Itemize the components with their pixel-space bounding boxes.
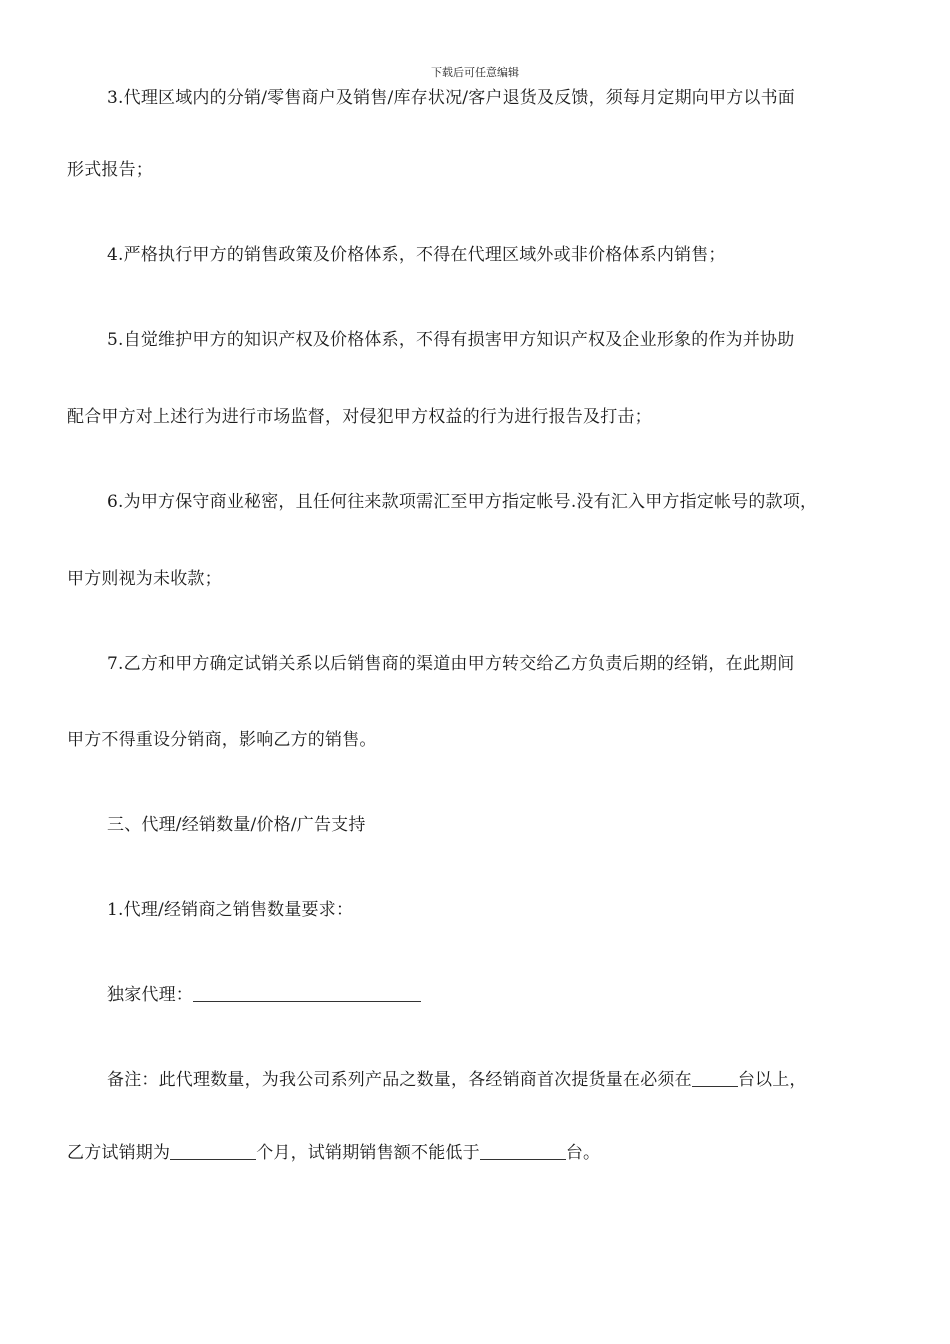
item-1-quantity-requirement: 1.代理/经销商之销售数量要求：	[107, 900, 354, 920]
clause-7-line-2: 甲方不得重设分销商，影响乙方的销售。	[67, 730, 377, 750]
exclusive-agent-line	[107, 983, 897, 1007]
clause-5-line-2: 配合甲方对上述行为进行市场监督，对侵犯甲方权益的行为进行报告及打击；	[67, 407, 652, 427]
trial-sales-label: 个月，试销期销售额不能低于	[256, 1143, 480, 1163]
trial-sales-unit: 台。	[565, 1143, 601, 1163]
remark-text-a: 备注：此代理数量，为我公司系列产品之数量，各经销商首次提货量在必须在	[107, 1070, 692, 1090]
trial-sales-min-blank[interactable]	[480, 1142, 566, 1160]
clause-4: 4.严格执行甲方的销售政策及价格体系，不得在代理区域外或非价格体系内销售；	[107, 245, 726, 265]
clause-6-line-1: 6.为甲方保守商业秘密，且任何往来款项需汇至甲方指定帐号.没有汇入甲方指定帐号的款项，	[107, 492, 818, 512]
clause-5-line-1: 5.自觉维护甲方的知识产权及价格体系，不得有损害甲方知识产权及企业形象的作为并协助	[107, 330, 795, 350]
clause-3-line-1: 3.代理区域内的分销/零售商户及销售/库存状况/客户退货及反馈，须每月定期向甲方以书面	[107, 88, 796, 108]
remark-line-2	[67, 1141, 897, 1165]
clause-3-line-2: 形式报告；	[67, 160, 153, 180]
section-3-heading: 三、代理/经销数量/价格/广告支持	[107, 815, 366, 835]
exclusive-agent-blank[interactable]	[193, 984, 421, 1002]
header-note: 下载后可任意编辑	[431, 66, 519, 79]
exclusive-agent-label: 独家代理：	[107, 985, 193, 1005]
remark-text-b: 台以上，	[737, 1070, 807, 1090]
clause-7-line-1: 7.乙方和甲方确定试销关系以后销售商的渠道由甲方转交给乙方负责后期的经销，在此期间	[107, 654, 795, 674]
first-order-quantity-blank[interactable]	[692, 1069, 738, 1087]
trial-period-label: 乙方试销期为	[67, 1143, 171, 1163]
clause-6-line-2: 甲方则视为未收款；	[67, 569, 222, 589]
trial-period-months-blank[interactable]	[170, 1142, 256, 1160]
remark-line-1	[107, 1068, 897, 1092]
